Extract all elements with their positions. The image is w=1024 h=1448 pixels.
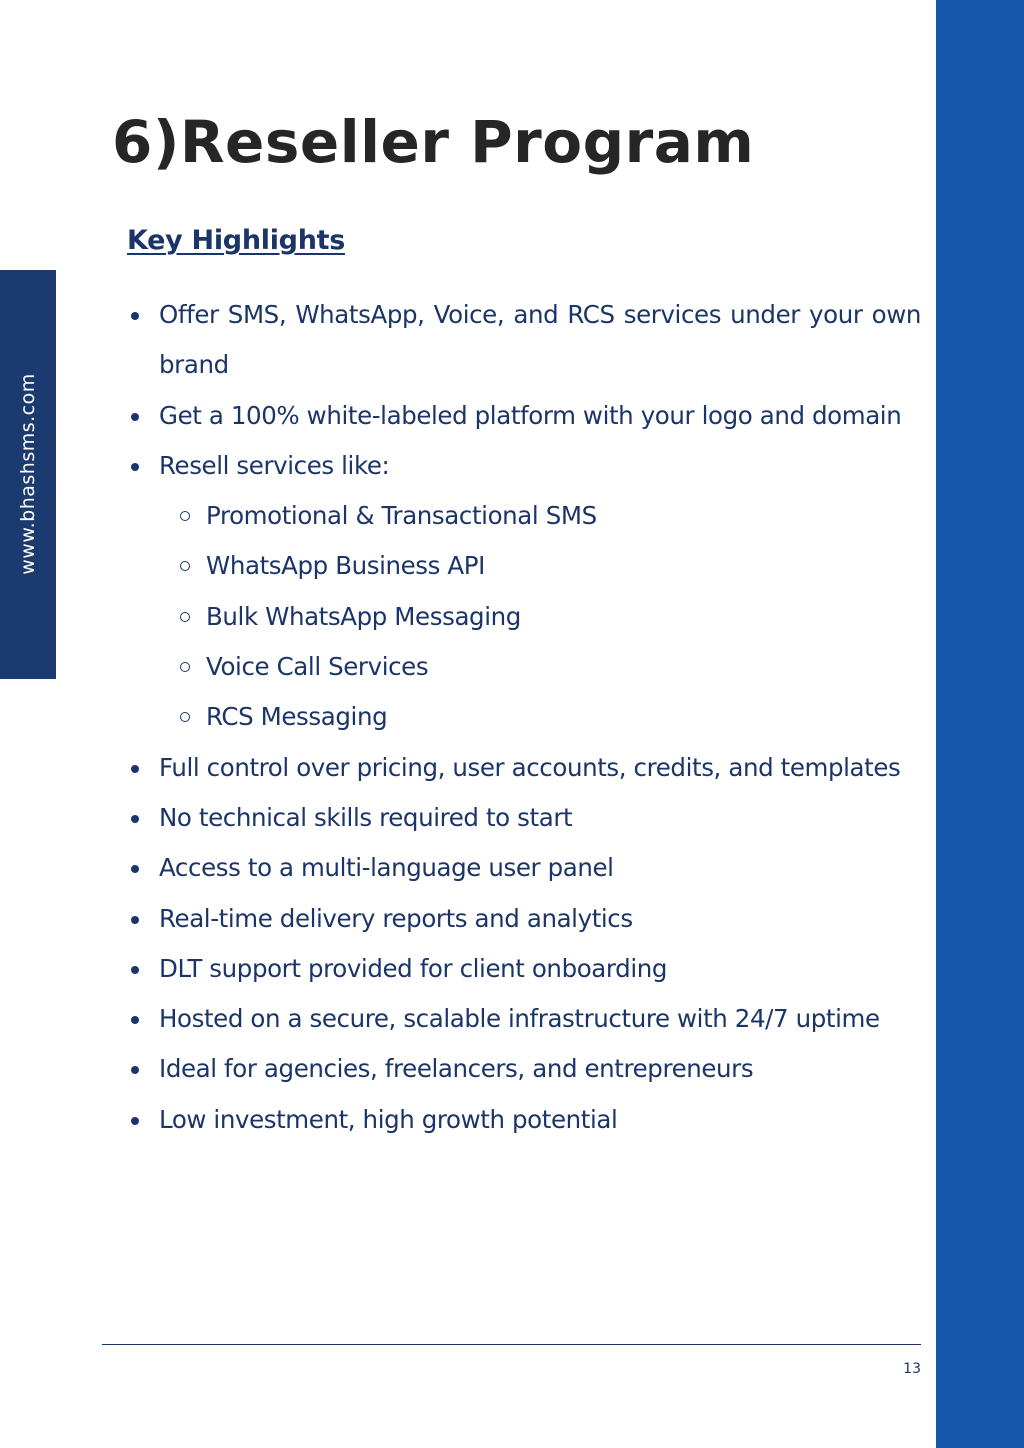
list-item: Low investment, high growth potential xyxy=(127,1095,921,1145)
highlights-content xyxy=(127,290,921,1145)
list-item-label: Resell services like: xyxy=(159,450,390,480)
list-item-with-sublist xyxy=(127,441,921,743)
sublist-item: Promotional & Transactional SMS xyxy=(127,491,921,541)
website-label: www.bhashsms.com xyxy=(17,373,39,575)
section-subheading: Key Highlights xyxy=(127,225,345,256)
list-item: Offer SMS, WhatsApp, Voice, and RCS services under your own brand xyxy=(127,290,921,391)
sublist-item: WhatsApp Business API xyxy=(127,541,921,591)
page-title: 6)Reseller Program xyxy=(112,108,755,176)
list-item: Full control over pricing, user accounts, credits, and templates xyxy=(127,743,921,793)
highlights-list xyxy=(127,290,921,1145)
sublist-item: Bulk WhatsApp Messaging xyxy=(127,592,921,642)
footer-divider xyxy=(102,1344,921,1345)
list-item: Ideal for agencies, freelancers, and entrepreneurs xyxy=(127,1044,921,1094)
list-item: Access to a multi-language user panel xyxy=(127,843,921,893)
list-item: Hosted on a secure, scalable infrastructure with 24/7 uptime xyxy=(127,994,921,1044)
list-item: No technical skills required to start xyxy=(127,793,921,843)
right-accent-band xyxy=(936,0,1024,1448)
page-number: 13 xyxy=(903,1361,921,1377)
list-item: Get a 100% white-labeled platform with your logo and domain xyxy=(127,391,921,441)
services-sublist xyxy=(159,491,921,742)
side-tab xyxy=(0,270,56,679)
sublist-item: RCS Messaging xyxy=(127,692,921,742)
list-item: DLT support provided for client onboarding xyxy=(127,944,921,994)
sublist-item: Voice Call Services xyxy=(127,642,921,692)
list-item: Real-time delivery reports and analytics xyxy=(127,894,921,944)
